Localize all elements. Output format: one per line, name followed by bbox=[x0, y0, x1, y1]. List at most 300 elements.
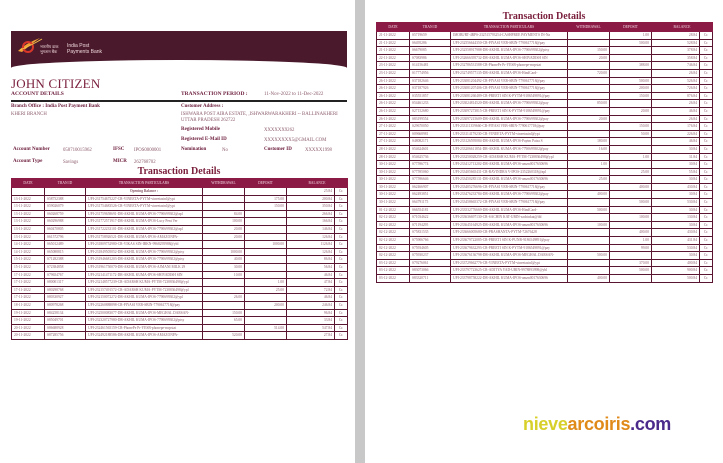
col-balance: BALANCE bbox=[287, 179, 348, 188]
registered-email-value: XXXXXXXX5@GMAIL.COM bbox=[264, 138, 327, 143]
logo-hindi-text bbox=[40, 44, 58, 54]
cr-cell: Cr. bbox=[700, 138, 713, 146]
cr-cell: Cr. bbox=[335, 256, 348, 264]
deposit-cell bbox=[245, 225, 287, 233]
logo-hindi-line2: भुगतान बैंक bbox=[40, 49, 58, 54]
tran-id-cell: S14156481 bbox=[410, 62, 451, 70]
balance-cell: 378.84 bbox=[652, 47, 700, 55]
tran-id-cell: S83199554 bbox=[410, 115, 451, 123]
account-number-label: Account Number bbox=[13, 147, 50, 152]
date-cell: 23-11-2022 bbox=[377, 69, 410, 77]
tran-id-cell: S61572796 bbox=[45, 233, 86, 241]
transactions-title-page-2: Transaction Details bbox=[502, 11, 586, 22]
balance-cell: 26.84 bbox=[652, 115, 700, 123]
tran-id-cell: S80330927 bbox=[45, 294, 86, 302]
withdrawal-cell: 10.00 bbox=[203, 271, 245, 279]
col-withdrawal: WITHDRAWAL bbox=[568, 23, 610, 32]
deposit-cell bbox=[245, 248, 287, 256]
table-row bbox=[377, 123, 713, 131]
watermark-part1: nieve bbox=[523, 414, 568, 434]
withdrawal-cell bbox=[203, 241, 245, 249]
date-cell: 28-11-2022 bbox=[377, 153, 410, 161]
table-row bbox=[12, 294, 348, 302]
withdrawal-cell bbox=[568, 229, 610, 237]
cr-cell: Cr. bbox=[700, 77, 713, 85]
balance-cell: 876.84 bbox=[652, 92, 700, 100]
date-cell: 19-11-2022 bbox=[12, 317, 45, 325]
table-row bbox=[377, 62, 713, 70]
particulars-cell: UPI-233024814520-DR-AKHIL KUMA-IPOS-7790699302@pay bbox=[451, 100, 568, 108]
table-row bbox=[377, 229, 713, 237]
particulars-cell: UPI-233798758222-DR-AKHIL KUMA-IPOS-amzn0017630696 bbox=[451, 275, 568, 283]
table-row bbox=[377, 92, 713, 100]
deposit-cell: 400.00 bbox=[610, 183, 652, 191]
cr-cell: Cr. bbox=[335, 233, 348, 241]
withdrawal-cell bbox=[568, 168, 610, 176]
deposit-cell: 1.00 bbox=[610, 153, 652, 161]
date-cell: 23-11-2022 bbox=[377, 62, 410, 70]
cr-cell: Cr. bbox=[700, 244, 713, 252]
balance-cell: 200.84 bbox=[287, 195, 335, 203]
tran-id-cell: S62493851 bbox=[410, 191, 451, 199]
date-cell: 14-11-2022 bbox=[12, 248, 45, 256]
cr-cell: Cr. bbox=[335, 294, 348, 302]
table-row bbox=[12, 324, 348, 332]
date-cell: 30-11-2022 bbox=[377, 191, 410, 199]
account-type-label: Account Type bbox=[13, 159, 43, 164]
tran-id-cell: S72384858 bbox=[45, 263, 86, 271]
table-row bbox=[12, 301, 348, 309]
col-date: DATE bbox=[377, 23, 410, 32]
balance-cell: 266.84 bbox=[287, 210, 335, 218]
table-row bbox=[377, 259, 713, 267]
withdrawal-cell bbox=[568, 107, 610, 115]
particulars-cell: UPI-231754683526-CR-VINEETA-PYTM-vineetasinl@ypt bbox=[86, 203, 203, 211]
deposit-cell: 20.00 bbox=[610, 107, 652, 115]
balance-cell: 246.84 bbox=[287, 301, 335, 309]
date-cell: 27-11-2022 bbox=[377, 130, 410, 138]
cr-cell: Cr. bbox=[700, 267, 713, 275]
balance-cell: 726.84 bbox=[652, 85, 700, 93]
table-row bbox=[377, 100, 713, 108]
transactions-table-page-1 bbox=[11, 178, 348, 340]
particulars-cell: UPI-233450285131-DR-AKHIL KUMA-IPOS-amzn0017630696 bbox=[451, 176, 568, 184]
table-row bbox=[377, 54, 713, 62]
balance-cell: 1126.84 bbox=[287, 241, 335, 249]
date-cell: 21-11-2022 bbox=[377, 47, 410, 55]
balance-cell: 430.84 bbox=[652, 183, 700, 191]
date-cell: 26-11-2022 bbox=[377, 115, 410, 123]
balance-cell: 430.84 bbox=[652, 229, 700, 237]
date-cell: 02-12-2022 bbox=[377, 237, 410, 245]
logo-line1: India Post bbox=[67, 43, 90, 49]
table-row bbox=[377, 168, 713, 176]
tran-id-cell: S6679085 bbox=[410, 47, 451, 55]
tran-id-cell: S09668981 bbox=[410, 130, 451, 138]
tran-id-cell: S79654767 bbox=[45, 271, 86, 279]
date-cell: 26-11-2022 bbox=[377, 85, 410, 93]
balance-cell: 30.84 bbox=[652, 252, 700, 260]
balance-cell: 26.84 bbox=[652, 69, 700, 77]
particulars-cell: UPI-233679722085-CR-PREETI SIN K-PUNB-9186549891@pay bbox=[451, 237, 568, 245]
particulars-cell: UPI-232558917988-DR-AKHIL KUMA-IPOS-7790699302@ptsy bbox=[451, 47, 568, 55]
date-cell: 13-11-2022 bbox=[12, 218, 45, 226]
cr-cell: Cr. bbox=[700, 168, 713, 176]
date-cell: 17-11-2022 bbox=[12, 294, 45, 302]
tran-id-cell: S71282388 bbox=[45, 256, 86, 264]
table-row bbox=[377, 138, 713, 146]
cr-cell: Cr. bbox=[335, 210, 348, 218]
particulars-cell: UPI-233081207406-CR-PIYASI VEB-SBIN-7790617718@pay bbox=[451, 85, 568, 93]
tran-id-cell: S60470805 bbox=[45, 225, 86, 233]
date-cell: 30-11-2022 bbox=[377, 199, 410, 207]
balance-cell: 27.84 bbox=[287, 332, 335, 340]
withdrawal-cell bbox=[203, 324, 245, 332]
balance-cell: 72.84 bbox=[287, 286, 335, 294]
nomination-label: Nomination bbox=[181, 147, 207, 152]
balance-cell: 31.84 bbox=[652, 153, 700, 161]
withdrawal-cell: 65.00 bbox=[203, 317, 245, 325]
particulars-cell: UPI-233097215609-DR-AKHIL KUMA-IPOS-7790699302@pay bbox=[451, 115, 568, 123]
withdrawal-cell bbox=[568, 153, 610, 161]
cr-cell: Cr. bbox=[335, 203, 348, 211]
col-deposit: DEPOSIT bbox=[245, 179, 287, 188]
particulars-cell: UPI-231772571917-DR-AKHIL KUMA-IPOS-Lucy Pent Ver bbox=[86, 218, 203, 226]
tran-id-cell: S85049701 bbox=[45, 317, 86, 325]
cr-cell: Cr. bbox=[700, 229, 713, 237]
table-row bbox=[12, 218, 348, 226]
balance-cell: 166.84 bbox=[287, 218, 335, 226]
tran-id-cell: S37187926 bbox=[410, 85, 451, 93]
transactions-title: Transaction Details bbox=[137, 166, 221, 177]
withdrawal-cell: 150.00 bbox=[568, 47, 610, 55]
cr-cell: Cr. bbox=[700, 161, 713, 169]
cr-cell: Cr. bbox=[335, 271, 348, 279]
deposit-cell: 50.00 bbox=[610, 130, 652, 138]
balance-cell: 746.84 bbox=[652, 62, 700, 70]
tran-id-cell: S60296988 bbox=[45, 218, 86, 226]
banner-curve bbox=[11, 60, 347, 76]
deposit-cell: 25.00 bbox=[610, 168, 652, 176]
particulars-cell: UPI-231759658691-DR-AKHIL KUMA-IPOS-7790699302@apl bbox=[86, 210, 203, 218]
withdrawal-cell: 20.00 bbox=[203, 233, 245, 241]
deposit-cell: 100.00 bbox=[610, 214, 652, 222]
balance-cell: 55.84 bbox=[652, 168, 700, 176]
withdrawal-cell bbox=[568, 85, 610, 93]
withdrawal-cell: 520.00 bbox=[203, 332, 245, 340]
col-balance: BALANCE bbox=[652, 23, 713, 32]
deposit-cell: 400.00 bbox=[610, 229, 652, 237]
deposit-cell: 1.00 bbox=[610, 237, 652, 245]
balance-cell: 56.84 bbox=[287, 263, 335, 271]
deposit-cell bbox=[610, 100, 652, 108]
date-cell: 26-11-2022 bbox=[377, 107, 410, 115]
tran-id-cell: S75831535 bbox=[410, 229, 451, 237]
tran-id-cell: S75906766 bbox=[410, 237, 451, 245]
deposit-cell: 500.00 bbox=[610, 267, 652, 275]
cr-cell: Cr. bbox=[700, 259, 713, 267]
date-cell: 30-11-2022 bbox=[377, 161, 410, 169]
col-withdrawal: WITHDRAWAL bbox=[203, 179, 245, 188]
balance-cell: 86.84 bbox=[287, 256, 335, 264]
particulars-cell: UPI-233081204492-CR-PIYASI VEB-SBIN-7790617718@pay bbox=[451, 77, 568, 85]
withdrawal-cell: 25.00 bbox=[568, 176, 610, 184]
cr-cell: Cr. bbox=[700, 123, 713, 131]
balance-cell: 47.84 bbox=[287, 279, 335, 287]
particulars-cell: UPI-231754675227-CR-VINEETA-PYTM-vineetasinl@ypt bbox=[86, 195, 203, 203]
deposit-cell: 1.00 bbox=[610, 32, 652, 40]
tran-id-cell: S71194295 bbox=[410, 221, 451, 229]
ifsc-label: IFSC bbox=[113, 147, 125, 152]
particulars-cell: UPI-232556644350-CR-PIYASI VEB-SBIN-7790617718@pay bbox=[451, 39, 568, 47]
balance-cell: 126.84 bbox=[287, 233, 335, 241]
cr-cell: Cr. bbox=[335, 324, 348, 332]
table-row bbox=[12, 233, 348, 241]
particulars-cell: UPI-232141471172-DR-AKHIL KUMA-IPOS-SHIVADISH SIN bbox=[86, 271, 203, 279]
opening-balance-label: Opening Balance : bbox=[86, 188, 203, 196]
particulars-cell: UPI-233476233784-DR-AKHIL KUMA-IPOS-7790699302@pay bbox=[451, 191, 568, 199]
cr-cell: Cr. bbox=[335, 218, 348, 226]
customer-id-label: Customer ID bbox=[264, 147, 292, 152]
deposit-cell bbox=[245, 332, 287, 340]
balance-cell: 96.84 bbox=[287, 309, 335, 317]
table-row bbox=[377, 267, 713, 275]
particulars-cell: UPI-232148577239-CR-ADARSH KUMA-PYTM-7238836498@ypl bbox=[86, 279, 203, 287]
cr-cell: Cr. bbox=[700, 62, 713, 70]
particulars-cell: UPI-233645164925-DR-AKHIL KUMA-IPOS-amzn0017630696 bbox=[451, 221, 568, 229]
withdrawal-cell bbox=[568, 130, 610, 138]
branch-value: KHERI BRANCH bbox=[11, 112, 47, 117]
balance-cell: 30.84 bbox=[652, 176, 700, 184]
statement-page-2 bbox=[365, 0, 723, 463]
micr-value: 262768702 bbox=[134, 160, 156, 165]
date-cell: 17-11-2022 bbox=[12, 271, 45, 279]
table-row bbox=[377, 115, 713, 123]
particulars-cell: UPI-231849505052-DR-AKHIL KUMA-IPOS-7790699302@ptsy bbox=[86, 248, 203, 256]
tran-id-cell: S77596646 bbox=[410, 176, 451, 184]
deposit-cell bbox=[610, 115, 652, 123]
particulars-cell: UPI-233676136798-DR-AKHIL KUMA-IPOS-MEGHAL DARSAN- bbox=[451, 252, 568, 260]
tran-id-cell: S5719659 bbox=[410, 32, 451, 40]
tran-id-cell: S66554181 bbox=[410, 206, 451, 214]
deposit-cell bbox=[245, 256, 287, 264]
table-row bbox=[12, 263, 348, 271]
date-cell: 26-11-2022 bbox=[377, 77, 410, 85]
deposit-cell bbox=[610, 252, 652, 260]
deposit-cell: 25.00 bbox=[245, 286, 287, 294]
watermark-part2: arcoiris bbox=[567, 414, 631, 434]
date-cell: 21-11-2022 bbox=[377, 32, 410, 40]
cr-cell: Cr. bbox=[700, 221, 713, 229]
withdrawal-cell bbox=[568, 237, 610, 245]
balance-cell: 431.84 bbox=[652, 237, 700, 245]
tran-id-cell: S6495286 bbox=[410, 39, 451, 47]
deposit-cell bbox=[610, 176, 652, 184]
balance-cell: 28.84 bbox=[652, 32, 700, 40]
cr-cell: Cr. bbox=[700, 191, 713, 199]
deposit-cell bbox=[610, 161, 652, 169]
cr-cell: Cr. bbox=[335, 286, 348, 294]
account-number-value: 058710015962 bbox=[63, 148, 92, 153]
table-row bbox=[12, 225, 348, 233]
table-row bbox=[377, 221, 713, 229]
watermark bbox=[523, 414, 671, 435]
withdrawal-cell bbox=[568, 259, 610, 267]
deposit-cell bbox=[245, 309, 287, 317]
transaction-period-label: TRANSACTION PERIOD : bbox=[181, 91, 248, 97]
tran-id-cell: S27152680 bbox=[410, 107, 451, 115]
particulars-cell: UPI-232150072272-DR-AKHIL KUMA-IPOS-7790699302@ypl bbox=[86, 294, 203, 302]
tran-id-cell: S83073066 bbox=[410, 267, 451, 275]
micr-label: MICR bbox=[113, 159, 127, 164]
particulars-cell: UPI-233111359660-CR-PIYASI VEB-SBIN-7790617718@pay bbox=[451, 123, 568, 131]
date-cell: 15-11-2022 bbox=[12, 256, 45, 264]
cr-cell: Cr. bbox=[700, 145, 713, 153]
particulars-cell: UPI-233532776669-DR-AKHIL KUMA-IPOS-HindCard- bbox=[451, 206, 568, 214]
tran-id-cell: S29670050 bbox=[410, 123, 451, 131]
date-cell: 26-11-2022 bbox=[377, 100, 410, 108]
date-cell: 13-11-2022 bbox=[12, 225, 45, 233]
deposit-cell bbox=[245, 218, 287, 226]
table-row bbox=[377, 237, 713, 245]
cr-cell: Cr. bbox=[700, 199, 713, 207]
customer-address-value: ISHWARA POST AIRA ESTATE, ,ISHWARWARAKHERI -- BALLINAKHERI UTTAR PRADESH 262722 bbox=[181, 112, 338, 123]
particulars-cell: UPI-233405665431-CR-RAVINDRA V-IPOS-2352260318@apl bbox=[451, 168, 568, 176]
cr-cell: Cr. bbox=[335, 195, 348, 203]
table-row bbox=[377, 206, 713, 214]
deposit-cell bbox=[610, 191, 652, 199]
withdrawal-cell: 40.00 bbox=[203, 256, 245, 264]
particulars-cell: UPI-233458665372-CR-PIYASI VEB-SBIN-7790617718@pay bbox=[451, 199, 568, 207]
date-cell: 30-11-2022 bbox=[377, 176, 410, 184]
cr-cell: Cr. bbox=[700, 206, 713, 214]
balance-cell: 30.84 bbox=[652, 191, 700, 199]
logo-hindi-line1: भारतीय डाक bbox=[40, 44, 59, 49]
table-row bbox=[12, 195, 348, 203]
date-cell: 02-12-2022 bbox=[377, 244, 410, 252]
balance-cell: 26.84 bbox=[652, 100, 700, 108]
date-cell: 13-11-2022 bbox=[12, 195, 45, 203]
cr-cell: Cr. bbox=[700, 176, 713, 184]
table-row bbox=[377, 252, 713, 260]
particulars-cell: UPI-233666005680-CR-PRASHANTA-PYTM-72676428 bbox=[451, 229, 568, 237]
cr-cell: Cr. bbox=[700, 237, 713, 245]
tran-id-cell: S86688928 bbox=[45, 324, 86, 332]
col-tran-id: TRAN ID bbox=[410, 23, 451, 32]
withdrawal-cell bbox=[568, 199, 610, 207]
balance-cell: 46.84 bbox=[287, 294, 335, 302]
col-particulars: TRANSACTION PARTICULARS bbox=[451, 23, 568, 32]
account-type-value: Savings bbox=[63, 160, 79, 165]
deposit-cell: 500.00 bbox=[610, 77, 652, 85]
date-cell: 03-12-2022 bbox=[377, 275, 410, 283]
particulars-cell: UPI-233636697130-CR-SACHIN KAT-UBIN-sachinkat@ibl bbox=[451, 214, 568, 222]
deposit-cell: 200.00 bbox=[610, 85, 652, 93]
particulars-cell: UPI-233797723625-CR-ADITYA YAD-UBIN-9978893998@ybl bbox=[451, 267, 568, 275]
branch-office-label: Branch Office : India Post Payment Bank bbox=[11, 104, 100, 109]
col-particulars: TRANSACTION PARTICULARS bbox=[86, 179, 203, 188]
withdrawal-cell: 180.00 bbox=[568, 138, 610, 146]
tran-id-cell: S54461233 bbox=[410, 100, 451, 108]
tran-id-cell: S59026079 bbox=[45, 203, 86, 211]
withdrawal-cell: 100.00 bbox=[203, 218, 245, 226]
deposit-cell bbox=[245, 271, 287, 279]
date-cell: 19-11-2022 bbox=[12, 309, 45, 317]
date-cell: 28-11-2022 bbox=[377, 145, 410, 153]
table-row bbox=[12, 241, 348, 249]
registered-mobile-label: Registered Mobile bbox=[181, 127, 220, 132]
deposit-cell bbox=[245, 233, 287, 241]
cr-cell: Cr. bbox=[335, 301, 348, 309]
cr-cell: Cr. bbox=[335, 225, 348, 233]
transactions-table-page-2 bbox=[376, 22, 713, 283]
withdrawal-cell bbox=[568, 214, 610, 222]
table-row bbox=[377, 130, 713, 138]
particulars-cell: UPI-233126595084-DR-AKHIL KUMA-IPOS-Paytm Paisa S bbox=[451, 138, 568, 146]
deposit-cell bbox=[610, 69, 652, 77]
tran-id-cell: S84258134 bbox=[45, 309, 86, 317]
withdrawal-cell bbox=[568, 77, 610, 85]
tran-id-cell: S80001317 bbox=[45, 279, 86, 287]
date-cell: 18-11-2022 bbox=[12, 301, 45, 309]
table-row bbox=[377, 69, 713, 77]
table-row bbox=[12, 203, 348, 211]
date-cell: 21-11-2022 bbox=[377, 39, 410, 47]
deposit-cell: 388.00 bbox=[610, 62, 652, 70]
tran-id-cell: S79276061 bbox=[410, 259, 451, 267]
cr-cell: Cr. bbox=[700, 252, 713, 260]
cr-cell: Cr. bbox=[700, 115, 713, 123]
particulars-cell: UPI-232749577135-DR-AKHIL KUMA-IPOS-HindCard- bbox=[451, 69, 568, 77]
logo-english-text bbox=[67, 43, 102, 55]
balance-cell: 130.84 bbox=[652, 214, 700, 222]
date-cell: 02-12-2022 bbox=[377, 221, 410, 229]
date-cell: 22-11-2022 bbox=[377, 54, 410, 62]
table-row bbox=[12, 256, 348, 264]
deposit-cell: 99.00 bbox=[610, 244, 652, 252]
particulars-cell: UPI-233097273815-CR-PREETI SIN K-PYTM-9186549891@pay bbox=[451, 107, 568, 115]
date-cell: 20-11-2022 bbox=[12, 324, 45, 332]
deposit-cell: 1.00 bbox=[245, 279, 287, 287]
tran-id-cell: S7083986 bbox=[410, 54, 451, 62]
date-cell: 03-12-2022 bbox=[377, 267, 410, 275]
balance-cell: 530.84 bbox=[652, 244, 700, 252]
particulars-cell: UPI-232461565159-CR-PhonePe Pr-YESB-phonepe-mrpstat bbox=[86, 324, 203, 332]
date-cell: 30-11-2022 bbox=[377, 183, 410, 191]
particulars-cell: UPI-233679632293-CR-PREETI SIN K-PYTM-9186549891@pay bbox=[451, 244, 568, 252]
particulars-cell: UPI-231809752980-CR-VIKAS SIN-IBKN-9968295988@ybl bbox=[86, 241, 203, 249]
deposit-cell bbox=[610, 54, 652, 62]
deposit-cell bbox=[610, 47, 652, 55]
cr-cell: Cr. bbox=[700, 100, 713, 108]
cr-cell: Cr. bbox=[700, 92, 713, 100]
registered-mobile-value: XXXXXX9262 bbox=[264, 128, 295, 133]
particulars-cell: UPI-231961750070-DR-AKHIL KUMA-IPOS-AJMANI MILK 29 bbox=[86, 263, 203, 271]
balance-cell: 126.84 bbox=[287, 248, 335, 256]
opening-balance-value: 25.84 bbox=[287, 188, 335, 196]
deposit-cell bbox=[610, 145, 652, 153]
balance-cell: 46.84 bbox=[652, 107, 700, 115]
particulars-cell: UPI-232320727980-DR-AKHIL KUMA-IPOS-7790699302@ptsy bbox=[86, 317, 203, 325]
table-row bbox=[377, 176, 713, 184]
tran-id-cell: S48082171 bbox=[410, 138, 451, 146]
balance-cell: 30.84 bbox=[652, 161, 700, 169]
tran-id-cell: S83320711 bbox=[410, 275, 451, 283]
watermark-part3: .com bbox=[630, 414, 671, 434]
withdrawal-cell: 500.00 bbox=[568, 206, 610, 214]
tran-id-cell: S80298768 bbox=[45, 286, 86, 294]
balance-cell: 547.84 bbox=[287, 324, 335, 332]
